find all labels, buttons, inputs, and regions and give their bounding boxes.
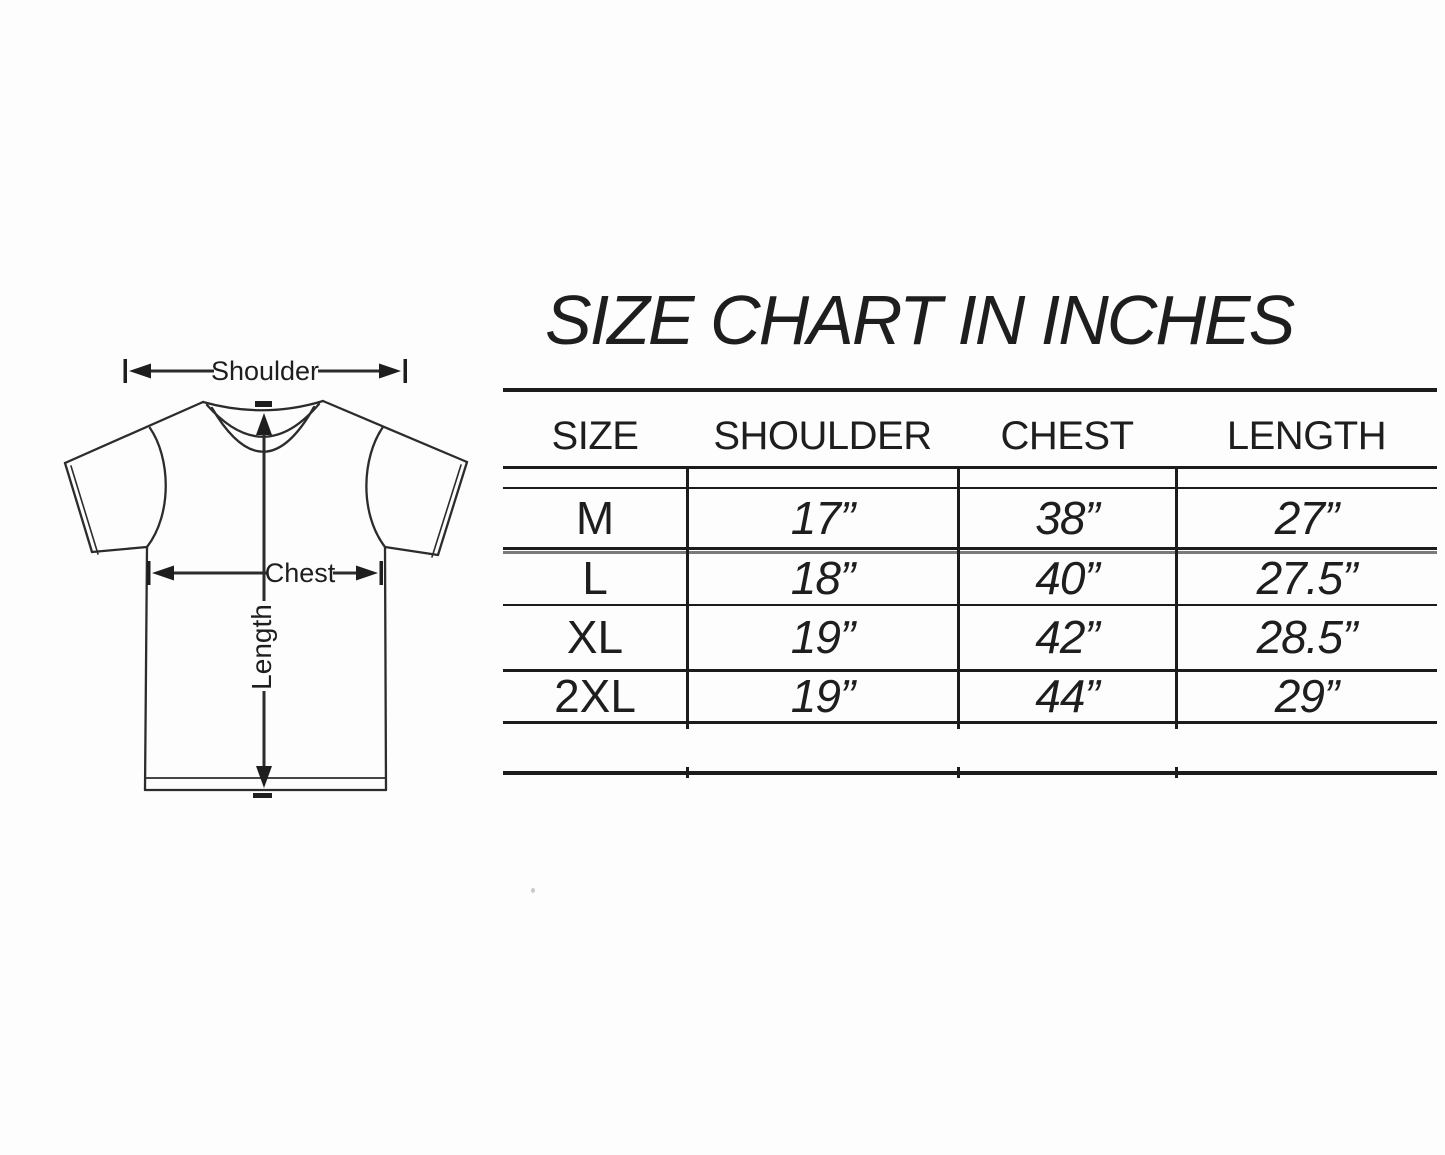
header-length: LENGTH	[1226, 413, 1387, 458]
chest-right-arrowhead-icon	[356, 566, 378, 581]
shoulder-left-cap	[124, 359, 128, 383]
shoulder-right-cap	[404, 359, 408, 383]
cell-size: M	[575, 492, 615, 544]
table-top-rule	[503, 388, 1437, 392]
band-rule	[503, 487, 1437, 489]
chest-right-cap	[380, 561, 384, 585]
cell-chest: 42”	[1035, 611, 1099, 663]
chest-label: Chest	[264, 558, 336, 588]
size-table	[503, 0, 1437, 800]
cell-size: XL	[566, 611, 624, 663]
tshirt-diagram-svg	[38, 345, 483, 825]
table-row-xl	[503, 607, 1437, 667]
header-shoulder: SHOULDER	[713, 413, 932, 458]
table-header-row	[503, 410, 1437, 462]
cell-length: 29”	[1274, 670, 1339, 722]
cell-length: 28.5”	[1256, 611, 1357, 663]
page-title: SIZE CHART IN INCHES	[545, 281, 1294, 359]
cell-shoulder: 18”	[790, 552, 855, 604]
length-label: Length	[246, 604, 277, 690]
chest-dimension-arrow	[147, 553, 383, 589]
header-bottom-rule	[503, 466, 1437, 469]
length-top-tick	[255, 401, 272, 407]
bottom-rule-tick-1	[686, 767, 689, 778]
length-up-arrowhead-icon	[256, 413, 272, 435]
table-row-m	[503, 491, 1437, 545]
cell-size: 2XL	[554, 670, 636, 722]
tshirt-outline	[65, 401, 467, 790]
cell-shoulder: 17”	[790, 492, 855, 544]
chest-left-cap	[147, 561, 151, 585]
shoulder-label: Shoulder	[210, 356, 320, 386]
bottom-rule-tick-3	[1175, 767, 1178, 778]
cell-shoulder: 19”	[790, 670, 855, 722]
header-chest: CHEST	[1000, 413, 1134, 458]
scan-artifact-dot	[531, 888, 535, 893]
table-row-l	[503, 554, 1437, 602]
cell-chest: 38”	[1035, 492, 1099, 544]
shoulder-dimension-arrow	[124, 353, 408, 389]
tshirt-measurement-diagram	[38, 345, 483, 825]
cell-chest: 44”	[1035, 670, 1099, 722]
cell-length: 27”	[1274, 492, 1339, 544]
length-bottom-tick	[253, 793, 272, 798]
shoulder-right-arrowhead-icon	[379, 364, 401, 379]
chest-left-arrowhead-icon	[152, 566, 174, 581]
cell-length: 27.5”	[1256, 552, 1357, 604]
cell-shoulder: 19”	[790, 611, 855, 663]
length-down-arrowhead-icon	[256, 766, 272, 788]
shoulder-left-arrowhead-icon	[129, 364, 151, 379]
cell-chest: 40”	[1035, 552, 1099, 604]
row-m-rule-dark	[503, 547, 1437, 550]
length-dimension-arrow	[246, 401, 282, 798]
bottom-rule-tick-2	[957, 767, 960, 778]
cell-size: L	[582, 552, 608, 604]
header-size: SIZE	[551, 413, 639, 458]
table-row-2xl	[503, 670, 1437, 722]
table-bottom-rule	[503, 771, 1437, 775]
